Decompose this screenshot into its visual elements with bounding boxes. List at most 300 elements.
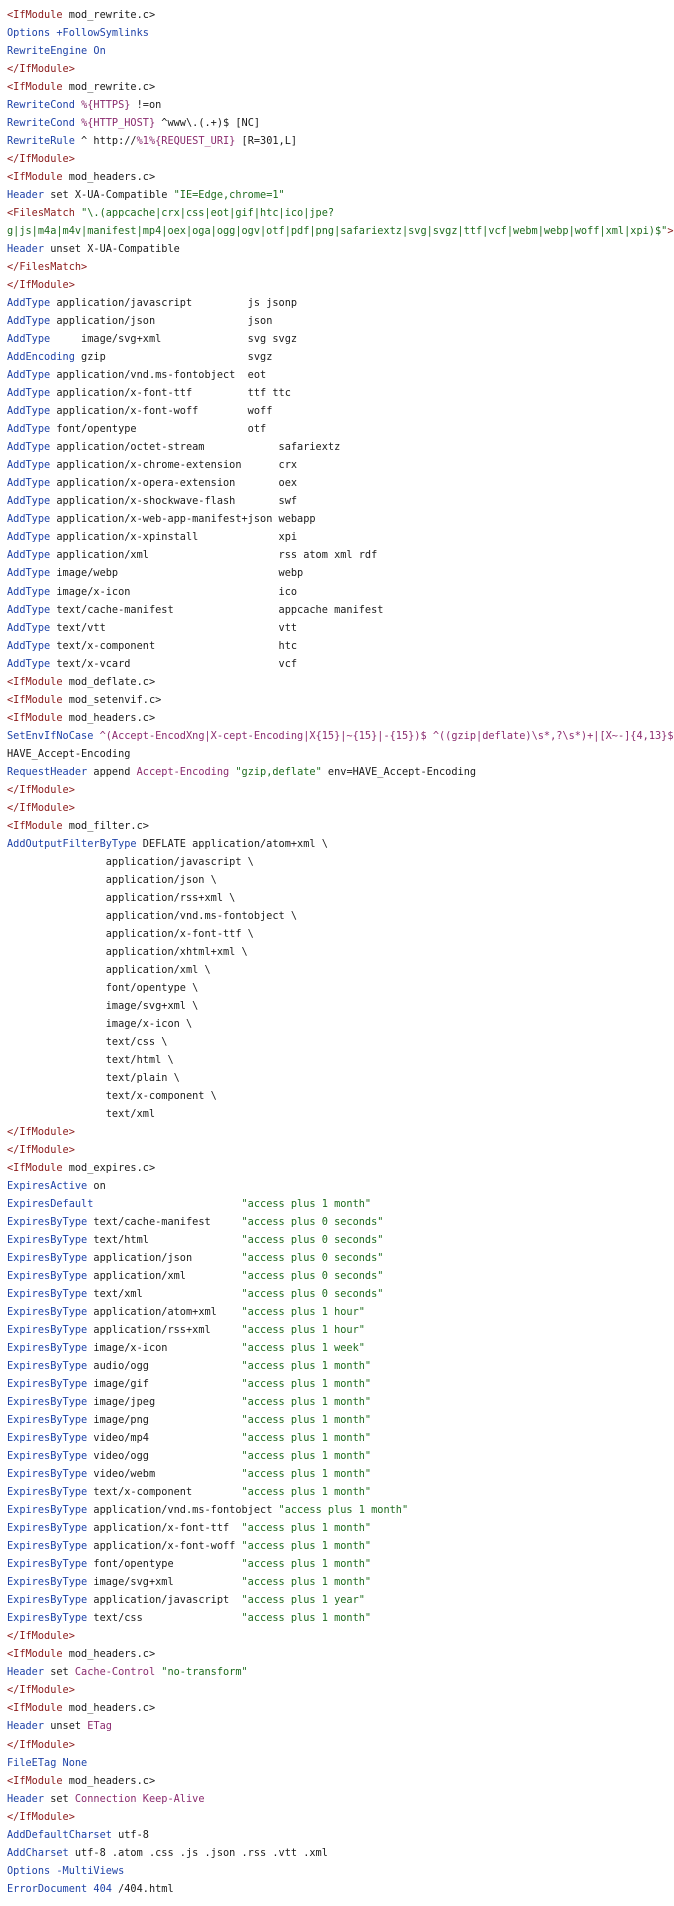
string-literal: "access plus 1 month" [241,1360,372,1373]
code-line [7,60,664,78]
code-line [7,1033,664,1051]
argument: application/x-font-ttf [87,1522,242,1535]
code-line [7,222,674,240]
argument: mod_rewrite.c> [62,9,156,21]
directive: ExpiresByType [7,1378,88,1391]
code-line [7,1754,664,1772]
module-tag: </IfModule> [7,153,75,166]
code-line [7,1159,664,1177]
argument: unset X-UA-Compatible [44,243,180,256]
code-line [7,1375,664,1393]
module-tag: <IfModule [7,81,63,94]
argument: !=on [130,99,162,112]
code-line [7,1447,664,1465]
argument: text/cache-manifest appcache manifest [50,603,384,616]
code-line [7,1267,664,1285]
code-line [7,1736,664,1754]
string-literal: "access plus 1 hour" [241,1306,365,1319]
code-line [7,907,664,925]
code-line [7,1501,664,1519]
code-line [7,348,664,366]
variable: ETag [87,1720,112,1733]
argument: video/webm [87,1468,242,1481]
directive: RewriteCond [7,117,75,130]
argument: application/json json [50,315,273,328]
argument: text/html \ [7,1053,174,1066]
directive: ExpiresByType [7,1252,88,1265]
argument: font/opentype \ [7,981,199,994]
directive: AddType [7,603,51,616]
code-line [7,1663,664,1681]
directive: AddOutputFilterByType [7,837,137,850]
argument: font/opentype otf [50,423,267,436]
variable: %{HTTPS} [81,99,131,112]
code-line [7,1231,664,1249]
code-line [7,709,664,727]
argument: set [44,1792,75,1805]
code-line [7,492,664,510]
variable: ^(Accept-EncodXng|X-cept-Encoding|X{15}|~{15}|-{15})$ [99,729,427,742]
code-line [7,925,664,943]
module-tag: <IfModule [7,9,63,21]
directive: ExpiresByType [7,1504,88,1517]
variable: ^((gzip|deflate)\s*,?\s*)+|[X~-]{4,13}$ [432,729,674,742]
code-line [7,1069,664,1087]
code-line [7,943,664,961]
argument: HAVE_Accept-Encoding [7,747,131,760]
code-line [7,1772,664,1790]
code-line [7,150,664,168]
code-line [7,1087,664,1105]
directive: FileETag [7,1756,57,1769]
code-line [7,168,664,186]
code-line [7,330,664,348]
code-line [7,1249,664,1267]
code-line [7,114,664,132]
directive: Header [7,1792,45,1805]
code-line [7,1123,664,1141]
argument: text/vtt vtt [50,621,298,634]
directive: RequestHeader [7,765,88,778]
module-tag: > [667,225,674,238]
directive: ExpiresByType [7,1414,88,1427]
code-line [7,1844,664,1862]
directive: Header [7,189,45,202]
string-literal: "access plus 1 month" [241,1540,372,1553]
argument: text/xml [87,1288,242,1301]
argument: application/x-xpinstall xpi [50,531,298,544]
module-tag: </IfModule> [7,1630,75,1643]
argument: image/svg+xml [87,1576,242,1589]
directive: ExpiresByType [7,1234,88,1247]
argument: application/x-font-ttf \ [7,927,254,940]
argument: mod_headers.c> [62,1774,156,1787]
argument: /404.html [111,1882,174,1895]
code-line [7,1645,664,1663]
module-tag: <IfModule [7,1162,63,1174]
code-line [7,1141,664,1159]
code-line [7,1808,664,1826]
code-line [7,655,664,673]
directive: AddType [7,369,51,382]
argument: unset [44,1720,88,1733]
module-tag: <IfModule [7,711,63,724]
argument: application/javascript [87,1594,242,1607]
code-line [7,96,664,114]
argument: mod_headers.c> [62,171,156,184]
argument: application/rss+xml [87,1324,242,1337]
argument: text/x-component \ [7,1089,217,1102]
directive: ExpiresByType [7,1558,88,1571]
directive: SetEnvIfNoCase [7,729,94,742]
argument: application/x-font-ttf ttf ttc [50,387,291,400]
directive: ExpiresByType [7,1522,88,1535]
code-line [7,546,664,564]
module-tag: </FilesMatch> [7,261,88,274]
string-literal: "access plus 1 hour" [241,1324,365,1337]
code-line [7,402,664,420]
code-line [7,1015,664,1033]
argument: text/css [87,1612,242,1625]
code-line [7,961,664,979]
code-line [7,438,664,456]
argument: application/xhtml+xml \ [7,945,248,958]
code-line [7,474,664,492]
code-line [7,186,664,204]
argument: application/x-shockwave-flash swf [50,495,298,508]
argument: on [87,1180,106,1193]
string-literal: "access plus 1 month" [241,1468,372,1481]
variable: Accept-Encoding [136,765,230,778]
directive: ExpiresActive [7,1180,88,1193]
string-literal: "access plus 1 year" [241,1594,365,1607]
directive: ExpiresByType [7,1360,88,1373]
code-line [7,312,664,330]
code-line [7,366,664,384]
code-line [7,1790,664,1808]
directive: AddType [7,459,51,472]
argument: video/ogg [87,1450,242,1463]
string-literal: "access plus 1 month" [278,1504,409,1517]
directive: ExpiresByType [7,1432,88,1445]
code-line [7,204,664,222]
argument: application/xml [87,1270,242,1283]
argument: text/xml [7,1107,156,1120]
argument: mod_headers.c> [62,1702,156,1715]
argument: [R=301,L] [235,135,298,148]
directive: AddType [7,495,51,508]
directive: AddType [7,477,51,490]
directive: AddType [7,639,51,652]
code-line [7,78,664,96]
directive: ExpiresByType [7,1216,88,1229]
directive: ExpiresByType [7,1288,88,1301]
argument: env=HAVE_Accept-Encoding [321,765,477,778]
string-literal: "access plus 1 week" [241,1342,365,1355]
string-literal: "no-transform" [161,1666,248,1679]
argument: image/webp webp [50,567,304,580]
code-line [7,564,664,582]
code-line [7,510,664,528]
code-line [7,132,664,150]
directive: ExpiresByType [7,1450,88,1463]
directive: Header [7,1666,45,1679]
argument: mod_deflate.c> [62,675,156,688]
string-literal: "access plus 0 seconds" [241,1216,384,1229]
code-line [7,889,664,907]
argument: font/opentype [87,1558,242,1571]
code-line [7,1051,664,1069]
argument: application/javascript \ [7,855,254,868]
argument: text/plain \ [7,1071,180,1084]
directive: AddCharset [7,1846,69,1859]
directive: RewriteEngine [7,45,88,58]
argument: image/png [87,1414,242,1427]
module-tag: </IfModule> [7,1738,75,1751]
directive: ExpiresByType [7,1342,88,1355]
code-line [7,871,664,889]
directive: ExpiresDefault [7,1198,94,1211]
argument: text/cache-manifest [87,1216,242,1229]
string-literal: "gzip,deflate" [235,765,322,778]
argument: image/x-icon [87,1342,242,1355]
module-tag: </IfModule> [7,783,75,796]
code-line [7,1393,664,1411]
string-literal: "access plus 0 seconds" [241,1288,384,1301]
code-line [7,1321,664,1339]
code-line [7,763,664,781]
string-literal: "access plus 1 month" [241,1558,372,1571]
code-line [7,637,664,655]
directive: AddType [7,387,51,400]
directive: AddType [7,549,51,562]
argument: ^ http:// [74,135,137,148]
directive: AddType [7,315,51,328]
argument: image/jpeg [87,1396,242,1409]
code-line [7,6,664,24]
code-line [7,1627,664,1645]
directive: AddEncoding [7,351,75,364]
code-line [7,1429,664,1447]
module-tag: <FilesMatch [7,207,75,220]
code-line [7,1105,664,1123]
code-line [7,1717,664,1735]
string-literal: "access plus 1 month" [241,1432,372,1445]
directive: ExpiresByType [7,1540,88,1553]
module-tag: </IfModule> [7,63,75,76]
directive: Options [7,27,51,40]
argument: application/atom+xml [87,1306,242,1319]
variable: %1%{REQUEST_URI} [136,135,236,148]
number: 404 [93,1882,112,1895]
directive: ExpiresByType [7,1306,88,1319]
code-line [7,1880,664,1898]
code-line [7,1357,664,1375]
string-literal: "access plus 1 month" [241,1576,372,1589]
argument: set [44,1666,75,1679]
code-line [7,583,664,601]
code-line [7,240,664,258]
directive: ExpiresByType [7,1270,88,1283]
argument: application/octet-stream safariextz [50,441,341,454]
directive: AddDefaultCharset [7,1828,112,1841]
code-line [7,997,664,1015]
code-line [7,1465,664,1483]
code-line [7,384,664,402]
code-line [7,1537,664,1555]
argument: DEFLATE application/atom+xml \ [136,837,328,850]
code-line [7,1285,664,1303]
code-line [7,1519,664,1537]
code-line [7,456,664,474]
code-line [7,817,664,835]
argument: application/x-opera-extension oex [50,477,298,490]
code-line [7,853,664,871]
module-tag: </IfModule> [7,279,75,292]
code-line [7,420,664,438]
argument: application/rss+xml \ [7,891,236,904]
argument: application/vnd.ms-fontobject eot [50,369,267,382]
variable: Keep-Alive [142,1792,205,1805]
argument: image/svg+xml \ [7,999,199,1012]
argument: gzip svgz [74,351,273,364]
module-tag: <IfModule [7,675,63,688]
argument: mod_rewrite.c> [62,81,156,94]
code-line [7,727,674,745]
module-tag: </IfModule> [7,801,75,814]
variable: %{HTTP_HOST} [81,117,156,130]
code-line [7,1213,664,1231]
code-line [7,1555,664,1573]
directive: ExpiresByType [7,1324,88,1337]
argument [93,1198,241,1210]
code-line [7,276,664,294]
code-line [7,258,664,276]
argument: mod_headers.c> [62,711,156,724]
variable: Cache-Control [74,1666,156,1679]
argument: text/x-component htc [50,639,298,652]
directive: AddType [7,621,51,634]
code-line [7,1483,664,1501]
directive: ExpiresByType [7,1396,88,1409]
code-line [7,745,664,763]
code-line [7,528,664,546]
module-tag: <IfModule [7,1702,63,1715]
string-literal: "\.(appcache|crx|css|eot|gif|htc|ico|jpe? [81,207,335,220]
argument: utf-8 [111,1828,149,1841]
code-line [7,979,664,997]
code-line [7,601,664,619]
code-line [7,781,664,799]
module-tag: <IfModule [7,1648,63,1661]
argument: mod_filter.c> [62,819,149,832]
directive: AddType [7,441,51,454]
argument: application/vnd.ms-fontobject \ [7,909,298,922]
argument: image/gif [87,1378,242,1391]
string-literal: "access plus 0 seconds" [241,1234,384,1247]
directive: AddType [7,333,51,346]
directive: +FollowSymlinks [56,27,149,40]
code-line [7,691,664,709]
string-literal: "IE=Edge,chrome=1" [173,189,285,202]
module-tag: </IfModule> [7,1810,75,1823]
code-line [7,1862,664,1880]
string-literal: "access plus 1 month" [241,1450,372,1463]
directive: AddType [7,531,51,544]
argument: image/svg+xml svg svgz [50,333,298,346]
argument: mod_headers.c> [62,1648,156,1661]
code-line [7,42,664,60]
string-literal: g|js|m4a|m4v|manifest|mp4|oex|oga|ogg|ogv|otf|pdf|png|safariextz|svg|svgz|ttf|vcf|webm|webp|woff|xml|xpi)$" [7,225,668,238]
code-line [7,1177,664,1195]
directive: Header [7,1720,45,1733]
argument: application/x-chrome-extension crx [50,459,298,472]
string-literal: "access plus 1 month" [241,1378,372,1391]
code-line [7,799,664,817]
module-tag: </IfModule> [7,1684,75,1697]
argument: mod_setenvif.c> [62,693,162,706]
argument: application/vnd.ms-fontobject [87,1504,279,1517]
argument: application/xml \ [7,963,211,976]
code-line [7,1681,664,1699]
argument: text/html [87,1234,242,1247]
argument: application/json [87,1252,242,1265]
directive: AddType [7,567,51,580]
argument: text/x-component [87,1486,242,1499]
directive: ExpiresByType [7,1486,88,1499]
argument: audio/ogg [87,1360,242,1373]
argument: image/x-icon ico [50,585,298,598]
argument: application/x-font-woff woff [50,405,273,418]
variable: Connection [74,1792,137,1805]
code-line [7,835,664,853]
directive: -MultiViews [56,1864,125,1877]
code-line [7,1591,664,1609]
module-tag: </IfModule> [7,1143,75,1156]
directive: ExpiresByType [7,1468,88,1481]
code-line [7,619,664,637]
code-line [7,1609,664,1627]
string-literal: "access plus 0 seconds" [241,1252,384,1265]
string-literal: "access plus 1 month" [241,1486,372,1499]
directive: AddType [7,513,51,526]
string-literal: "access plus 1 month" [241,1522,372,1535]
argument: application/javascript js jsonp [50,297,298,310]
directive: AddType [7,297,51,310]
directive: AddType [7,405,51,418]
argument: mod_expires.c> [62,1162,156,1174]
directive: ExpiresByType [7,1576,88,1589]
argument: application/x-font-woff [87,1540,242,1553]
string-literal: "access plus 1 month" [241,1612,372,1625]
string-literal: "access plus 0 seconds" [241,1270,384,1283]
module-tag: <IfModule [7,819,63,832]
directive: AddType [7,423,51,436]
directive: ExpiresByType [7,1594,88,1607]
module-tag: <IfModule [7,171,63,184]
argument: set X-UA-Compatible [44,189,174,202]
string-literal: "access plus 1 month" [241,1414,372,1427]
argument: append [87,765,137,778]
directive: Options [7,1864,51,1877]
argument: text/css \ [7,1035,168,1048]
module-tag: </IfModule> [7,1125,75,1138]
code-line [7,24,664,42]
code-line [7,1699,664,1717]
argument: application/xml rss atom xml rdf [50,549,378,562]
argument: application/json \ [7,873,217,886]
argument: text/x-vcard vcf [50,657,298,670]
